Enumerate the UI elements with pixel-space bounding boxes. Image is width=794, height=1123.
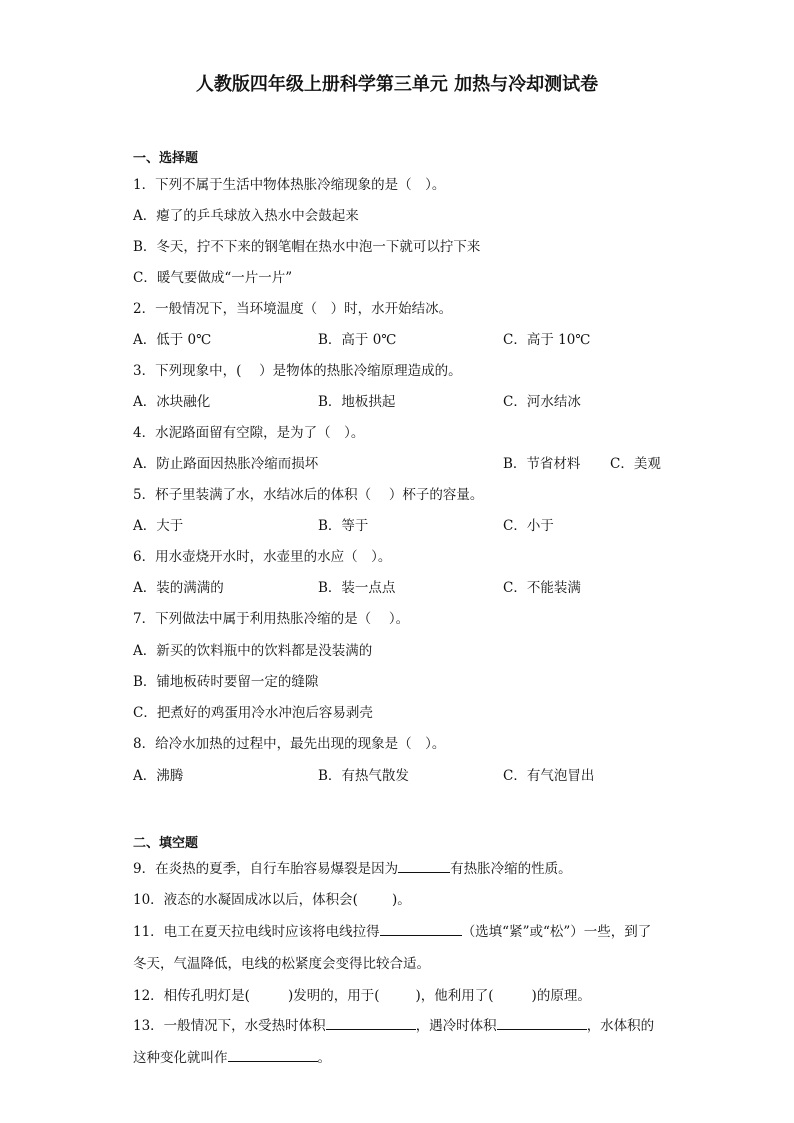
question-3-stem: 3．下列现象中，( ）是物体的热胀冷缩原理造成的。: [133, 363, 462, 379]
question-13-text-4: 这种变化就叫作: [133, 1050, 228, 1066]
question-7-option-c: C．把煮好的鸡蛋用冷水冲泡后容易剥壳: [133, 705, 373, 721]
question-5-option-b: B．等于: [318, 518, 369, 534]
question-10: [133, 888, 411, 908]
answer-blank[interactable]: [380, 923, 462, 936]
question-13-text-5: 。: [317, 1050, 331, 1066]
question-1-option-c: C．暖气要做成“一片一片”: [133, 270, 293, 286]
question-12: [133, 984, 591, 1004]
answer-blank[interactable]: [497, 1017, 587, 1030]
question-8-option-a: A．沸腾: [133, 768, 184, 784]
question-6-option-a: A．装的满满的: [133, 580, 224, 596]
question-9: [133, 857, 572, 877]
question-4-option-b: B．节省材料: [503, 456, 581, 472]
question-1-option-a: A．瘪了的乒乓球放入热水中会鼓起来: [133, 208, 359, 224]
answer-blank[interactable]: [326, 1017, 416, 1030]
page-title: 人教版四年级上册科学第三单元 加热与冷却测试卷: [195, 74, 599, 95]
question-11: [133, 920, 651, 940]
question-2-option-b: B．高于 0℃: [318, 332, 397, 348]
section-heading-fill: 二、填空题: [133, 836, 199, 851]
question-2-option-c: C．高于 10℃: [503, 332, 591, 348]
question-10-text-2: )。: [391, 892, 411, 908]
answer-blank[interactable]: [228, 1049, 318, 1062]
question-3-option-c: C．河水结冰: [503, 394, 581, 410]
question-4-option-a: A．防止路面因热胀冷缩而损坏: [133, 456, 319, 472]
question-5-option-c: C．小于: [503, 518, 554, 534]
question-12-text-2: )发明的，用于(: [287, 988, 380, 1004]
question-6-stem: 6．用水壶烧开水时，水壶里的水应（ ）。: [133, 549, 392, 565]
question-7-stem: 7．下列做法中属于利用热胀冷缩的是（ ）。: [133, 611, 410, 627]
question-1-stem: 1．下列不属于生活中物体热胀冷缩现象的是（ ）。: [133, 177, 446, 193]
question-7-option-b: B．铺地板砖时要留一定的缝隙: [133, 674, 319, 690]
question-9-text-1: 9．在炎热的夏季，自行车胎容易爆裂是因为: [133, 861, 399, 877]
question-8-stem: 8．给冷水加热的过程中，最先出现的现象是（ ）。: [133, 736, 446, 752]
question-8-option-b: B．有热气散发: [318, 768, 409, 784]
question-6-option-b: B．装一点点: [318, 580, 396, 596]
question-12-text-1: 12．相传孔明灯是(: [133, 988, 250, 1004]
question-9-text-2: 有热胀冷缩的性质。: [450, 861, 572, 877]
question-7-option-a: A．新买的饮料瓶中的饮料都是没装满的: [133, 643, 373, 659]
question-4-stem: 4．水泥路面留有空隙，是为了（ ）。: [133, 425, 365, 441]
question-11-text-2: （选填“紧”或“松”）一些，到了: [461, 924, 652, 940]
question-12-text-3: )，他利用了(: [415, 988, 494, 1004]
question-5-stem: 5．杯子里装满了水，水结冰后的体积（ ）杯子的容量。: [133, 487, 484, 503]
question-11-continued: 冬天，气温降低，电线的松紧度会变得比较合适。: [133, 956, 430, 972]
question-3-option-b: B．地板拱起: [318, 394, 396, 410]
question-13-text-2: ，遇冷时体积: [415, 1018, 497, 1034]
section-heading-choice: 一、选择题: [133, 151, 199, 166]
question-13-continued: [133, 1046, 331, 1066]
question-10-text-1: 10．液态的水凝固成冰以后，体积会(: [133, 892, 358, 908]
question-11-text-1: 11．电工在夏天拉电线时应该将电线拉得: [133, 924, 380, 940]
question-13-text-1: 13．一般情况下，水受热时体积: [133, 1018, 326, 1034]
question-8-option-c: C．有气泡冒出: [503, 768, 595, 784]
question-13: [133, 1014, 654, 1034]
question-12-text-4: )的原理。: [531, 988, 591, 1004]
question-5-option-a: A．大于: [133, 518, 184, 534]
question-2-option-a: A．低于 0℃: [133, 332, 212, 348]
question-3-option-a: A．冰块融化: [133, 394, 211, 410]
question-2-stem: 2．一般情况下，当环境温度（ ）时，水开始结冰。: [133, 301, 453, 317]
answer-blank[interactable]: [398, 860, 450, 873]
question-13-text-3: ，水体积的: [586, 1018, 655, 1034]
question-4-option-c: C．美观: [610, 456, 661, 472]
question-1-option-b: B．冬天，拧不下来的钢笔帽在热水中泡一下就可以拧下来: [133, 239, 481, 255]
question-6-option-c: C．不能装满: [503, 580, 581, 596]
